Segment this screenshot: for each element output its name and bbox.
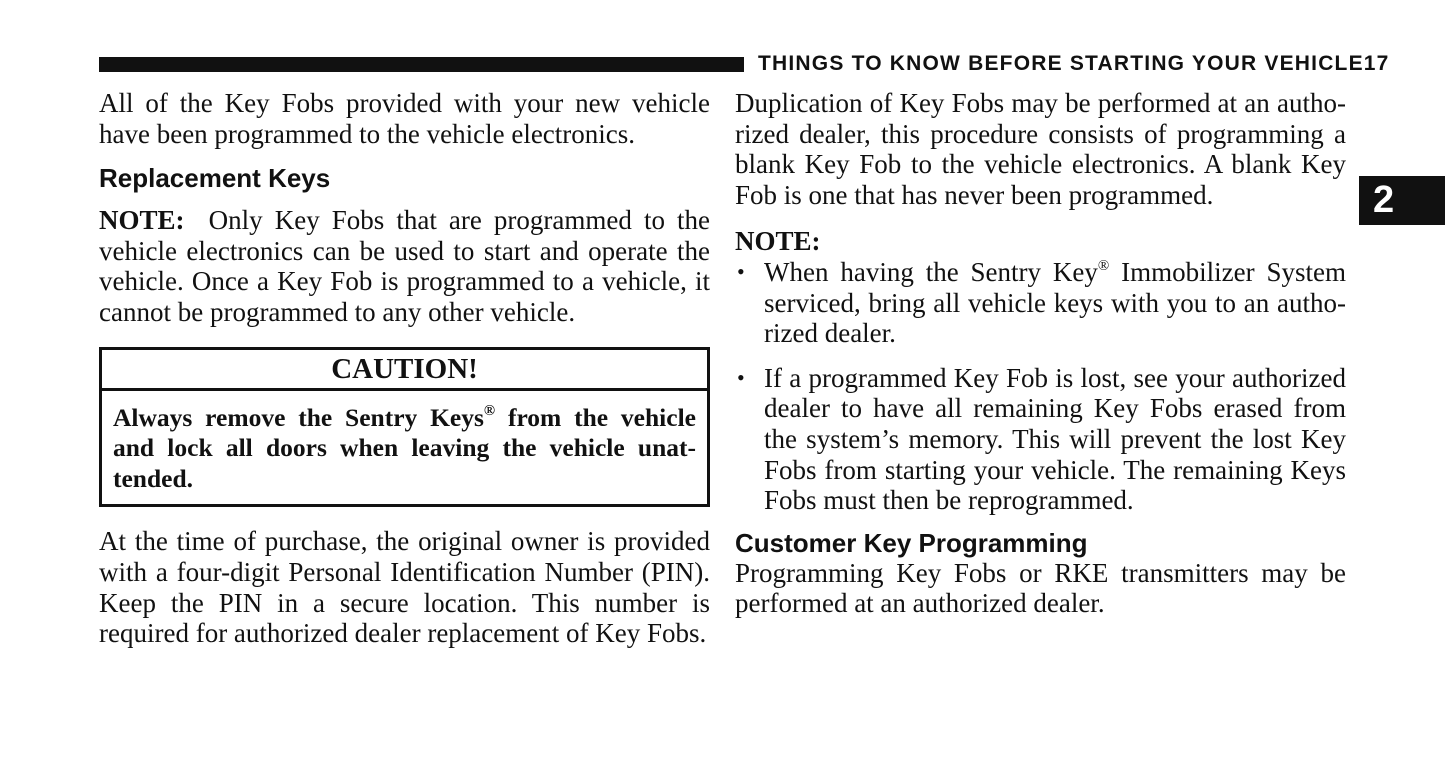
bullet-text xyxy=(764,363,1346,516)
right-column xyxy=(735,88,1346,619)
bullet-item xyxy=(735,363,1346,516)
replacement-keys-heading: Replacement Keys xyxy=(99,163,331,194)
note-text: Only Key Fobs that are programmed to the vehicle electronics can be used to start and operate the vehicle. Once a Key Fob is programmed to a vehicle, it cannot be programmed to any other vehicle. xyxy=(99,205,710,327)
chapter-tab: 2 xyxy=(1359,176,1445,225)
bullet-item xyxy=(735,257,1346,349)
note-paragraph xyxy=(99,205,710,327)
note-heading xyxy=(735,226,1346,257)
bullet-text-part: If a programmed Key Fob is lost, see your authorized dealer to have all remaining Key Fobs erased from the system’s memory. This will prevent the lost Key Fobs from starting your vehicle. The remaining Keys Fobs must then be reprogrammed. xyxy=(764,362,1346,516)
intro-paragraph: All of the Key Fobs provided with your new vehicle have been programmed to the vehicle electronics. xyxy=(99,88,710,149)
caution-box xyxy=(99,347,710,508)
left-column xyxy=(99,88,710,649)
pin-paragraph: At the time of purchase, the original owner is provided with a four-digit Personal Identification Number (PIN). Keep the PIN in a secure location. This number is required for authorized dealer replacement of Key Fobs. xyxy=(99,526,710,649)
page-number: 17 xyxy=(1363,52,1390,75)
running-title: THINGS TO KNOW BEFORE STARTING YOUR VEHICLE xyxy=(758,52,1364,75)
bullet-icon: • xyxy=(737,258,745,284)
bullet-text-part: Immobilizer System serviced, bring all vehicle keys with you to an authorized dealer. xyxy=(764,256,1346,349)
registered-mark: ® xyxy=(1097,257,1110,274)
caution-text-part-2: from the vehicle and lock all doors when leaving the vehicle unattended. xyxy=(113,402,696,493)
note-bullet-list xyxy=(735,257,1346,516)
bullet-icon: • xyxy=(737,364,745,390)
registered-mark: ® xyxy=(483,402,496,419)
running-header xyxy=(758,52,1390,76)
duplication-paragraph: Duplication of Key Fobs may be performed at an authorized dealer, this procedure consists of programming a blank Key Fob to the vehicle electronics. A blank Key Fob is one that has never been programmed. xyxy=(735,88,1346,210)
bullet-text xyxy=(764,257,1346,349)
note-label: NOTE: xyxy=(735,226,821,257)
caution-text xyxy=(102,391,707,505)
header-rule xyxy=(99,57,744,72)
bullet-text-part: When having the Sentry Key xyxy=(764,256,1098,287)
note-label: NOTE: xyxy=(99,205,185,236)
customer-paragraph: Programming Key Fobs or RKE transmitters may be performed at an authorized dealer. xyxy=(735,557,1346,619)
caution-title: CAUTION! xyxy=(102,350,707,391)
customer-key-programming-heading: Customer Key Programming xyxy=(735,527,1088,558)
caution-text-part-1: Always remove the Sentry Keys xyxy=(113,402,484,432)
